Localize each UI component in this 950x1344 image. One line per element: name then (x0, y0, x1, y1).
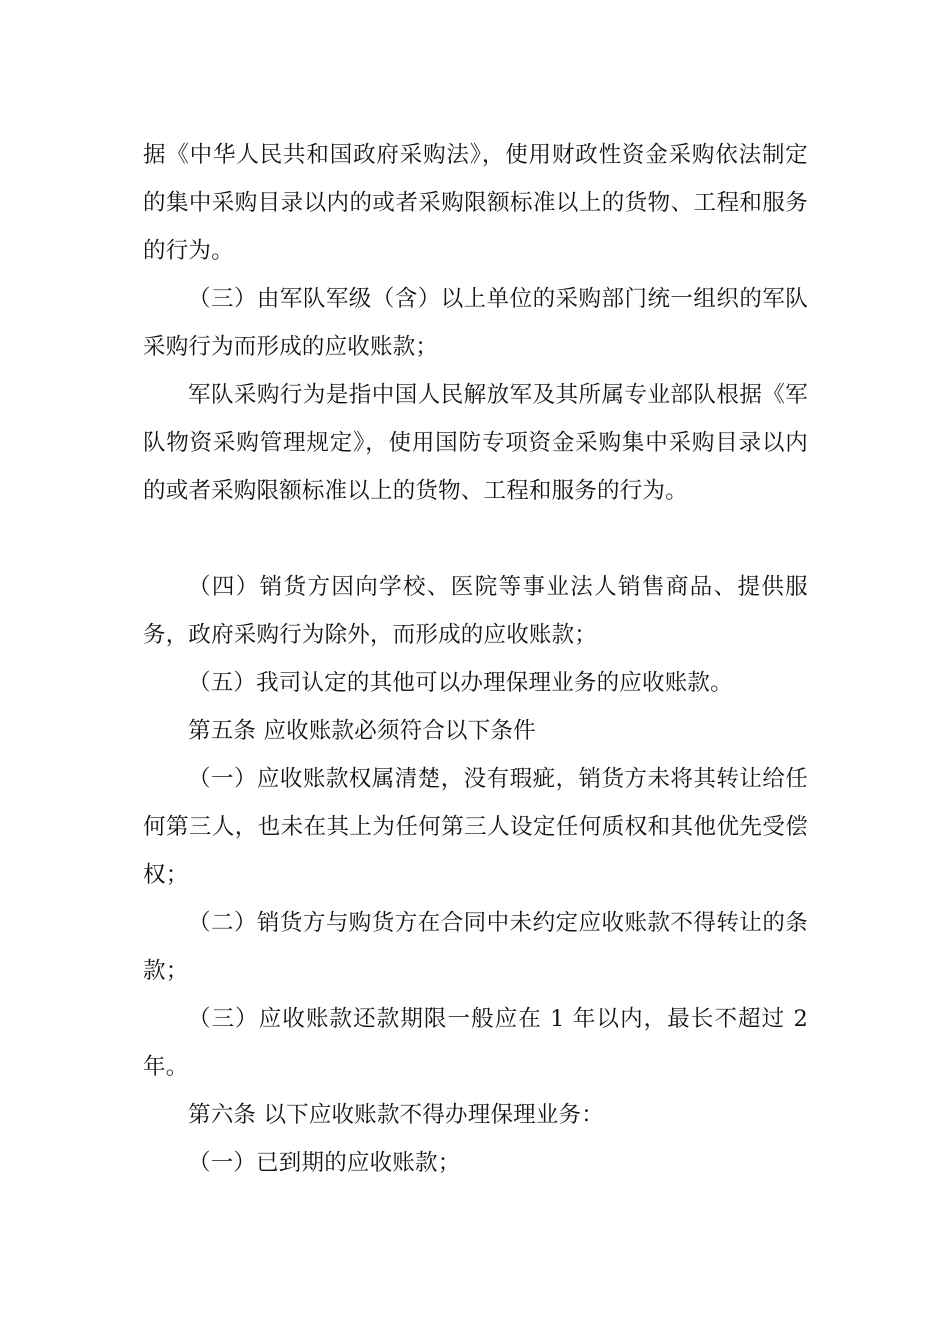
paragraph-item-5-other: （五）我司认定的其他可以办理保理业务的应收账款。 (188, 670, 733, 696)
document-body (143, 131, 808, 1187)
article-6-heading: 第六条 以下应收账款不得办理保理业务： (188, 1102, 604, 1128)
paragraph-condition-3: （三）应收账款还款期限一般应在 1 年以内，最长不超过 2 年。 (143, 1006, 808, 1080)
article-5-heading: 第五条 应收账款必须符合以下条件 (188, 718, 536, 744)
paragraph-military-procurement-definition: 军队采购行为是指中国人民解放军及其所属专业部队根据《军队物资采购管理规定》，使用国防专项资金采购集中采购目录以内的或者采购限额标准以上的货物、工程和服务的行为。 (143, 382, 808, 504)
paragraph-item-3-military: （三）由军队军级（含）以上单位的采购部门统一组织的军队采购行为而形成的应收账款； (143, 286, 808, 360)
paragraph-exclusion-1: （一）已到期的应收账款； (188, 1150, 461, 1176)
paragraph-condition-2: （二）销货方与购货方在合同中未约定应收账款不得转让的条款； (143, 910, 808, 984)
paragraph-condition-1: （一）应收账款权属清楚，没有瑕疵，销货方未将其转让给任何第三人，也未在其上为任何第三人设定任何质权和其他优先受偿权； (143, 766, 808, 888)
paragraph-item-4-public-institutions: （四）销货方因向学校、医院等事业法人销售商品、提供服务，政府采购行为除外，而形成的应收账款； (143, 574, 808, 648)
paragraph-government-procurement-definition: 据《中华人民共和国政府采购法》，使用财政性资金采购依法制定的集中采购目录以内的或者采购限额标准以上的货物、工程和服务的行为。 (143, 142, 808, 264)
